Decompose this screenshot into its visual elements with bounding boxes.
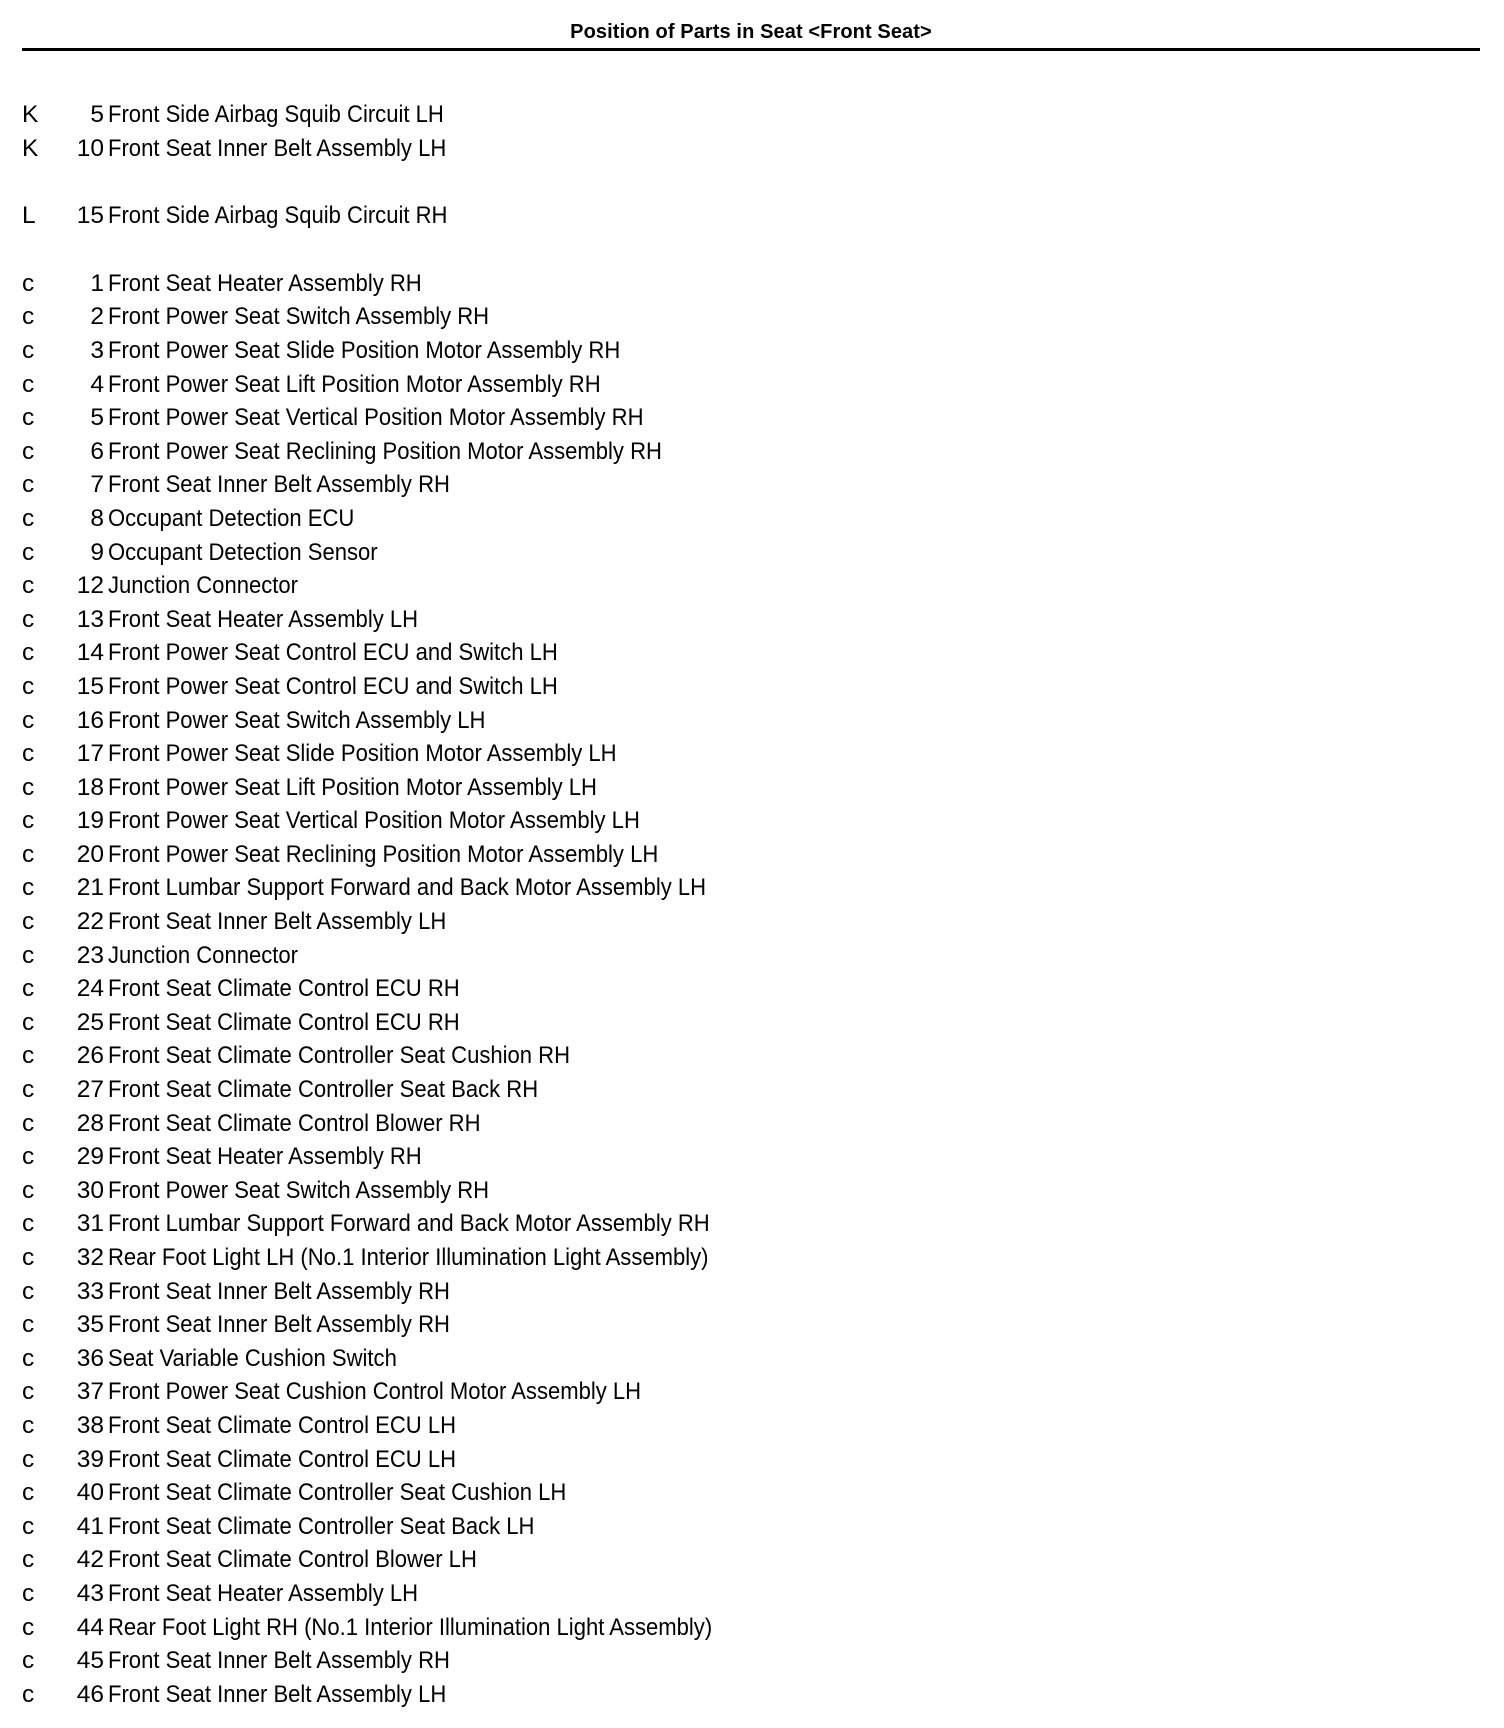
connector-code: c	[22, 1008, 35, 1036]
connector-code: c	[22, 437, 35, 465]
connector-code: c	[22, 404, 35, 432]
part-name: Front Power Seat Reclining Position Motor Assembly LH	[108, 840, 659, 868]
part-name: Seat Variable Cushion Switch	[108, 1344, 397, 1372]
part-row	[22, 905, 1022, 939]
part-name: Front Seat Climate Control ECU LH	[108, 1411, 457, 1439]
connector-code: c	[22, 874, 35, 902]
part-row	[22, 636, 1022, 670]
connector-code: c	[22, 1277, 35, 1305]
part-row	[22, 972, 1022, 1006]
connector-code: c	[22, 572, 35, 600]
part-row	[22, 1006, 1022, 1040]
part-row	[22, 1073, 1022, 1107]
part-name: Occupant Detection Sensor	[108, 538, 378, 566]
part-name: Front Seat Climate Control Blower LH	[108, 1546, 477, 1574]
part-name: Front Seat Inner Belt Assembly LH	[108, 134, 447, 162]
part-row	[22, 368, 1022, 402]
part-number: 15	[76, 672, 104, 700]
part-number: 27	[76, 1076, 104, 1104]
part-row	[22, 1577, 1022, 1611]
connector-code: c	[22, 1244, 35, 1271]
part-row	[22, 267, 1022, 301]
part-row	[22, 1275, 1022, 1309]
part-number: 6	[90, 437, 104, 465]
part-name: Front Seat Climate Controller Seat Back RH	[108, 1076, 539, 1104]
part-number: 36	[76, 1344, 104, 1372]
part-number: 3	[90, 336, 104, 364]
part-number: 5	[90, 404, 104, 432]
part-name: Front Lumbar Support Forward and Back Motor Assembly RH	[108, 1210, 710, 1238]
part-row	[22, 1241, 1022, 1275]
part-number: 40	[76, 1479, 104, 1507]
part-row	[22, 1409, 1022, 1443]
connector-code: c	[22, 1445, 35, 1473]
part-name: Occupant Detection ECU	[108, 504, 355, 532]
connector-code: c	[22, 1311, 35, 1339]
part-number: 32	[76, 1244, 104, 1271]
part-name: Rear Foot Light LH (No.1 Interior Illumination Light Assembly)	[108, 1244, 709, 1271]
connector-code: c	[22, 1344, 35, 1372]
part-number: 18	[76, 773, 104, 801]
part-number: 29	[76, 1143, 104, 1171]
connector-code: c	[22, 471, 35, 499]
part-name: Front Lumbar Support Forward and Back Motor Assembly LH	[108, 874, 707, 902]
part-number: 38	[76, 1411, 104, 1439]
part-name: Front Seat Heater Assembly RH	[108, 269, 422, 297]
part-name: Front Seat Inner Belt Assembly LH	[108, 908, 447, 936]
part-row	[22, 1644, 1022, 1678]
part-row	[22, 1510, 1022, 1544]
part-number: 28	[76, 1109, 104, 1137]
part-name: Front Seat Climate Controller Seat Cushion LH	[108, 1479, 567, 1507]
part-number: 7	[90, 471, 104, 499]
part-name: Front Seat Climate Control ECU LH	[108, 1445, 457, 1473]
part-number: 8	[90, 504, 104, 532]
part-number: 26	[76, 1042, 104, 1070]
part-name: Front Power Seat Slide Position Motor Assembly LH	[108, 740, 617, 768]
part-row	[22, 804, 1022, 838]
connector-code: c	[22, 1143, 35, 1171]
connector-code: L	[22, 202, 36, 230]
part-row	[22, 1039, 1022, 1073]
part-name: Front Power Seat Control ECU and Switch LH	[108, 639, 558, 667]
part-row	[22, 1476, 1022, 1510]
connector-code: c	[22, 807, 35, 835]
connector-code: c	[22, 605, 35, 633]
part-number: 19	[76, 807, 104, 835]
connector-code: c	[22, 303, 35, 331]
connector-code: c	[22, 370, 35, 398]
part-row	[22, 1174, 1022, 1208]
connector-code: c	[22, 1579, 35, 1607]
part-name: Front Power Seat Control ECU and Switch LH	[108, 672, 558, 700]
connector-code: K	[22, 101, 39, 128]
connector-code: c	[22, 706, 35, 734]
part-row	[22, 1678, 1022, 1712]
part-name: Rear Foot Light RH (No.1 Interior Illumination Light Assembly)	[108, 1613, 713, 1641]
part-number: 42	[76, 1546, 104, 1574]
page-header	[22, 18, 1480, 51]
connector-code: c	[22, 1176, 35, 1204]
part-row	[22, 1543, 1022, 1577]
connector-code: c	[22, 1411, 35, 1439]
part-row	[22, 1375, 1022, 1409]
part-row	[22, 871, 1022, 905]
part-number: 39	[76, 1445, 104, 1473]
connector-code: c	[22, 1109, 35, 1137]
part-name: Front Power Seat Lift Position Motor Assembly RH	[108, 370, 601, 398]
part-row	[22, 401, 1022, 435]
part-number: 24	[76, 975, 104, 1003]
part-number: 43	[76, 1579, 104, 1607]
part-row	[22, 704, 1022, 738]
part-number: 37	[76, 1378, 104, 1406]
part-number: 21	[76, 874, 104, 902]
connector-code: c	[22, 269, 35, 297]
part-row	[22, 603, 1022, 637]
part-name: Front Side Airbag Squib Circuit RH	[108, 202, 448, 230]
part-number: 41	[76, 1512, 104, 1540]
part-number: 4	[90, 370, 104, 398]
connector-code: c	[22, 639, 35, 667]
part-name: Front Power Seat Lift Position Motor Assembly LH	[108, 773, 597, 801]
part-name: Front Seat Climate Controller Seat Cushion RH	[108, 1042, 571, 1070]
part-number: 15	[76, 202, 104, 230]
connector-code: c	[22, 1647, 35, 1675]
part-row	[22, 1342, 1022, 1376]
parts-group	[22, 267, 1022, 1712]
part-row	[22, 435, 1022, 469]
part-row	[22, 939, 1022, 973]
part-number: 10	[76, 134, 104, 162]
connector-code: c	[22, 504, 35, 532]
part-number: 31	[76, 1210, 104, 1238]
part-number: 46	[76, 1680, 104, 1708]
connector-code: c	[22, 672, 35, 700]
part-number: 20	[76, 840, 104, 868]
part-row	[22, 670, 1022, 704]
part-number: 17	[76, 740, 104, 768]
part-name: Front Power Seat Switch Assembly LH	[108, 706, 486, 734]
connector-code: c	[22, 908, 35, 936]
parts-group	[22, 98, 1022, 165]
parts-list	[22, 98, 1022, 1711]
part-row	[22, 1308, 1022, 1342]
part-name: Front Seat Inner Belt Assembly RH	[108, 1277, 450, 1305]
part-name: Front Seat Inner Belt Assembly RH	[108, 1311, 450, 1339]
part-number: 44	[76, 1613, 104, 1641]
part-number: 23	[76, 941, 104, 969]
part-number: 5	[90, 101, 104, 128]
connector-code: c	[22, 941, 35, 969]
page-title: Position of Parts in Seat <Front Seat>	[570, 21, 932, 43]
connector-code: c	[22, 1076, 35, 1104]
part-row	[22, 468, 1022, 502]
part-row	[22, 502, 1022, 536]
connector-code: c	[22, 1378, 35, 1406]
part-number: 45	[76, 1647, 104, 1675]
part-row	[22, 1107, 1022, 1141]
part-name: Front Seat Climate Control ECU RH	[108, 1008, 460, 1036]
connector-code: c	[22, 840, 35, 868]
part-row	[22, 132, 1022, 166]
part-number: 30	[76, 1176, 104, 1204]
part-name: Front Seat Heater Assembly LH	[108, 605, 419, 633]
part-number: 13	[76, 605, 104, 633]
part-name: Front Power Seat Cushion Control Motor Assembly LH	[108, 1378, 642, 1406]
part-number: 25	[76, 1008, 104, 1036]
part-name: Front Power Seat Slide Position Motor Assembly RH	[108, 336, 621, 364]
part-number: 12	[76, 572, 104, 600]
part-name: Front Seat Inner Belt Assembly RH	[108, 471, 450, 499]
connector-code: c	[22, 773, 35, 801]
part-row	[22, 300, 1022, 334]
part-name: Junction Connector	[108, 941, 298, 969]
part-name: Front Power Seat Reclining Position Motor Assembly RH	[108, 437, 662, 465]
part-row	[22, 771, 1022, 805]
part-number: 9	[90, 538, 104, 566]
connector-code: c	[22, 538, 35, 566]
part-row	[22, 199, 1022, 233]
part-name: Front Power Seat Switch Assembly RH	[108, 303, 490, 331]
connector-code: c	[22, 975, 35, 1003]
connector-code: c	[22, 1042, 35, 1070]
part-row	[22, 1443, 1022, 1477]
part-number: 2	[90, 303, 104, 331]
part-name: Front Power Seat Switch Assembly RH	[108, 1176, 490, 1204]
part-row	[22, 737, 1022, 771]
part-number: 16	[76, 706, 104, 734]
parts-group	[22, 199, 1022, 233]
connector-code: c	[22, 1546, 35, 1574]
part-name: Front Seat Climate Controller Seat Back LH	[108, 1512, 535, 1540]
connector-code: c	[22, 1512, 35, 1540]
part-name: Front Seat Climate Control ECU RH	[108, 975, 460, 1003]
part-name: Front Seat Climate Control Blower RH	[108, 1109, 481, 1137]
part-row	[22, 1140, 1022, 1174]
connector-code: c	[22, 336, 35, 364]
part-row	[22, 334, 1022, 368]
part-row	[22, 536, 1022, 570]
connector-code: c	[22, 1210, 35, 1238]
connector-code: c	[22, 1613, 35, 1641]
part-name: Front Seat Heater Assembly RH	[108, 1143, 422, 1171]
connector-code: c	[22, 1680, 35, 1708]
connector-code: c	[22, 1479, 35, 1507]
part-row	[22, 569, 1022, 603]
part-row	[22, 838, 1022, 872]
part-name: Junction Connector	[108, 572, 298, 600]
part-name: Front Side Airbag Squib Circuit LH	[108, 101, 444, 128]
part-name: Front Seat Inner Belt Assembly LH	[108, 1680, 447, 1708]
part-number: 22	[76, 908, 104, 936]
part-name: Front Power Seat Vertical Position Motor Assembly LH	[108, 807, 640, 835]
part-number: 33	[76, 1277, 104, 1305]
connector-code: c	[22, 740, 35, 768]
part-name: Front Seat Heater Assembly LH	[108, 1579, 419, 1607]
part-number: 1	[90, 269, 104, 297]
part-row	[22, 1207, 1022, 1241]
part-row	[22, 98, 1022, 132]
part-number: 35	[76, 1311, 104, 1339]
part-name: Front Power Seat Vertical Position Motor Assembly RH	[108, 404, 644, 432]
part-number: 14	[76, 639, 104, 667]
part-name: Front Seat Inner Belt Assembly RH	[108, 1647, 450, 1675]
connector-code: K	[22, 134, 39, 162]
part-row	[22, 1611, 1022, 1645]
